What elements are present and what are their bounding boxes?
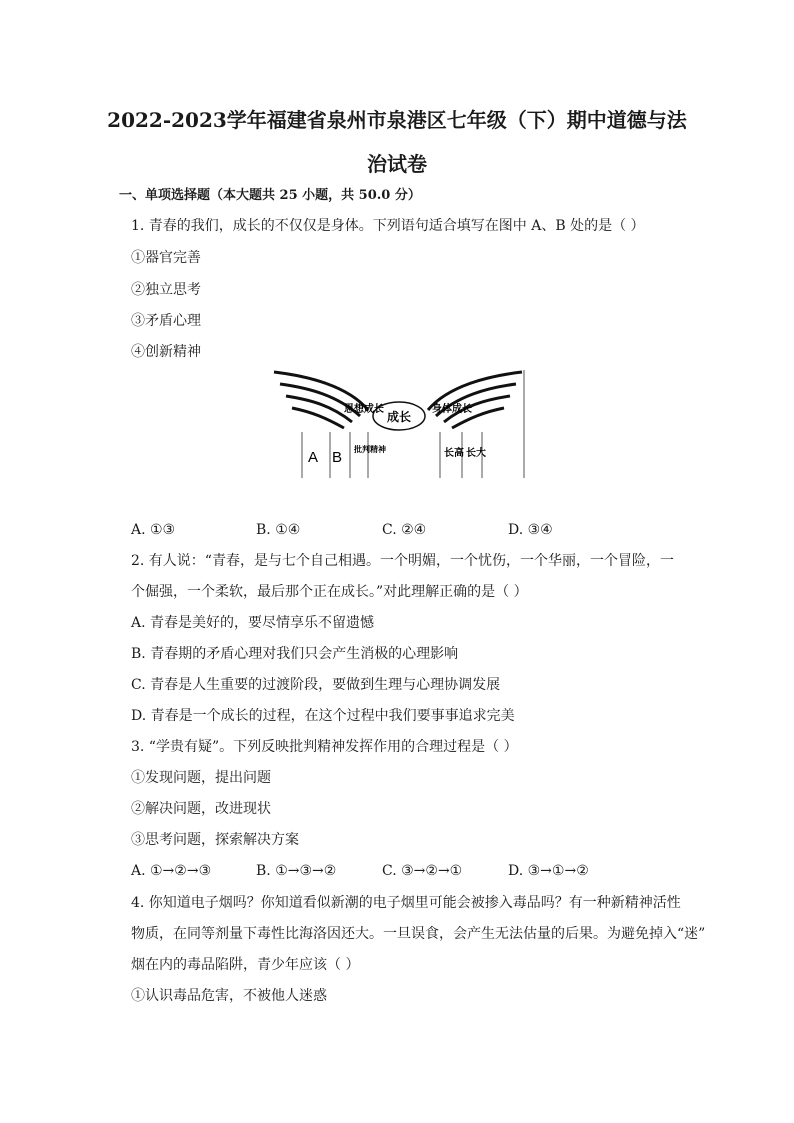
exam-title-line2: 治试卷 bbox=[367, 152, 427, 176]
q4-stem-line3: 烟在内的毒品陷阱，青少年应该（ ） bbox=[131, 957, 360, 973]
center-label: 成长 bbox=[386, 410, 412, 424]
q1-option-c: C. ②④ bbox=[382, 522, 427, 538]
slot-b-label: B bbox=[332, 449, 343, 466]
q1-option-b: B. ①④ bbox=[256, 522, 301, 538]
q4-stem-line2: 物质，在同等剂量下毒性比海洛因还大。一旦误食，会产生无法估量的后果。为避免掉入“迷” bbox=[131, 926, 706, 942]
q1-stem: 1. 青春的我们，成长的不仅仅是身体。下列语句适合填写在图中 A、B 处的是（ ） bbox=[131, 218, 645, 234]
q3-option-d: D. ③→①→② bbox=[508, 863, 589, 879]
q2-option-b: B. 青春期的矛盾心理对我们只会产生消极的心理影响 bbox=[131, 646, 459, 662]
q3-option-c: C. ③→②→① bbox=[382, 863, 463, 879]
q1-item-2: ②独立思考 bbox=[131, 282, 201, 298]
q1-option-d: D. ③④ bbox=[508, 522, 553, 538]
q2-stem-line2: 个倔强，一个柔软，最后那个正在成长。”对此理解正确的是（ ） bbox=[131, 584, 528, 600]
right-wing-title: 身体成长 bbox=[432, 404, 472, 415]
q3-item-2: ②解决问题，改进现状 bbox=[131, 801, 271, 817]
q1-option-a: A. ①③ bbox=[131, 522, 176, 538]
q3-option-b: B. ①→③→② bbox=[256, 863, 337, 879]
right-wing-icon bbox=[428, 372, 522, 428]
growth-wings-figure bbox=[268, 366, 528, 482]
q4-stem-line1: 4. 你知道电子烟吗？你知道看似新潮的电子烟里可能会被掺入毒品吗？有一种新精神活性 bbox=[131, 895, 681, 911]
q2-option-c: C. 青春是人生重要的过渡阶段，要做到生理与心理协调发展 bbox=[131, 677, 501, 693]
q4-item-1: ①认识毒品危害，不被他人迷惑 bbox=[131, 988, 327, 1004]
q2-option-d: D. 青春是一个成长的过程，在这个过程中我们要事事追求完美 bbox=[131, 708, 515, 724]
q1-item-3: ③矛盾心理 bbox=[131, 313, 201, 329]
q3-stem: 3. “学贵有疑”。下列反映批判精神发挥作用的合理过程是（ ） bbox=[131, 739, 518, 755]
section-heading: 一、单项选择题（本大题共 25 小题，共 50.0 分） bbox=[119, 188, 421, 203]
q3-item-3: ③思考问题，探索解决方案 bbox=[131, 832, 299, 848]
q3-item-1: ①发现问题，提出问题 bbox=[131, 770, 271, 786]
col-mid-label: 长高 bbox=[444, 448, 464, 459]
q2-option-a: A. 青春是美好的，要尽情享乐不留遗憾 bbox=[131, 615, 375, 631]
q2-stem-line1: 2. 有人说：“青春，是与七个自己相遇。一个明媚，一个忧伤，一个华丽，一个冒险，一 bbox=[131, 553, 674, 569]
q3-option-a: A. ①→②→③ bbox=[131, 863, 212, 879]
col-right-label: 长大 bbox=[466, 448, 486, 459]
exam-title-line1: 2022-2023学年福建省泉州市泉港区七年级（下）期中道德与法 bbox=[107, 108, 687, 132]
left-wing-title: 思想成长 bbox=[344, 404, 384, 415]
q1-item-4: ④创新精神 bbox=[131, 344, 201, 360]
q1-item-1: ①器官完善 bbox=[131, 250, 201, 266]
left-wing-icon bbox=[274, 372, 368, 428]
col-left-label: 批判精神 bbox=[354, 445, 386, 454]
slot-a-label: A bbox=[308, 449, 319, 466]
